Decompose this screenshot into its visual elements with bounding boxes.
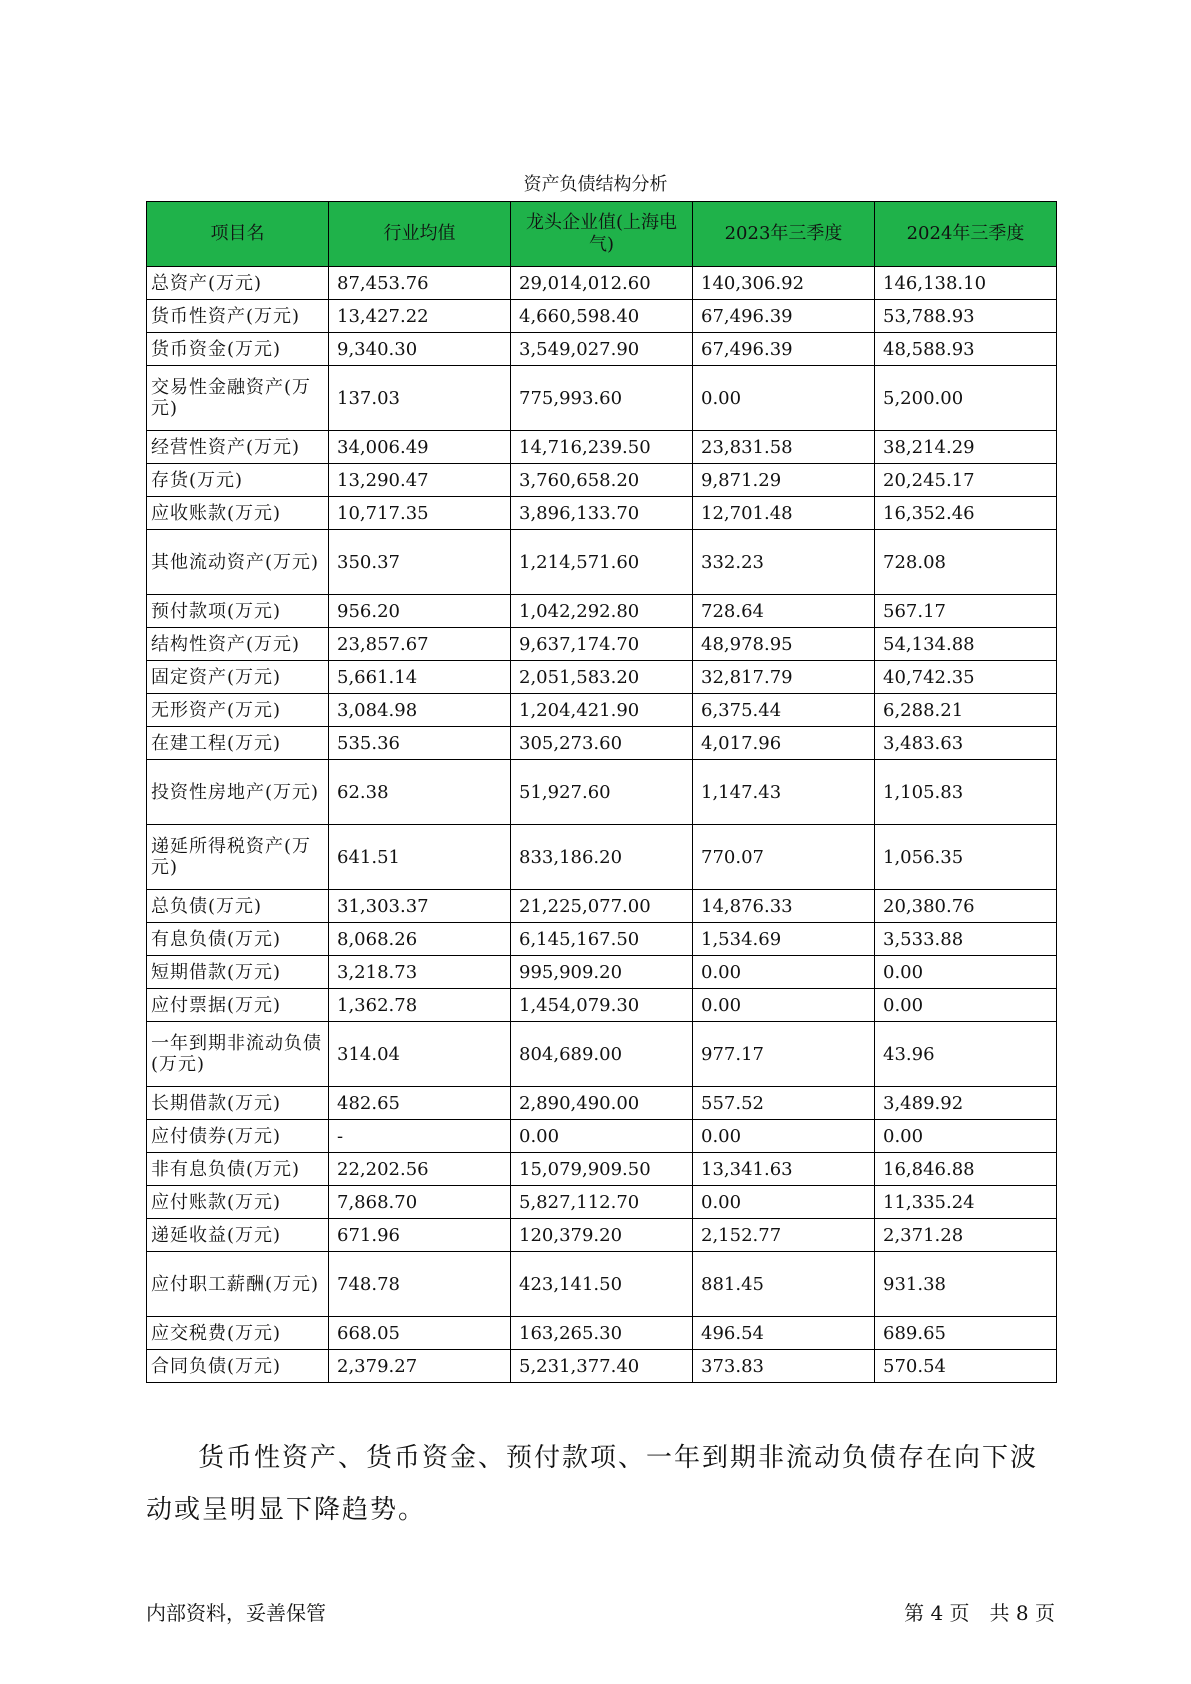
- row-value: 48,978.95: [693, 628, 875, 661]
- row-value: 641.51: [329, 825, 511, 890]
- column-header: 2023年三季度: [693, 202, 875, 267]
- row-value: 804,689.00: [511, 1022, 693, 1087]
- row-label: 其他流动资产(万元): [147, 530, 329, 595]
- row-label: 有息负债(万元): [147, 923, 329, 956]
- row-value: 931.38: [875, 1252, 1057, 1317]
- row-value: 34,006.49: [329, 431, 511, 464]
- footer-page-number: 第 4 页 共 8 页: [904, 1601, 1055, 1625]
- row-value: 332.23: [693, 530, 875, 595]
- column-header: 2024年三季度: [875, 202, 1057, 267]
- table-row: [147, 464, 1057, 497]
- row-value: 1,056.35: [875, 825, 1057, 890]
- row-value: 32,817.79: [693, 661, 875, 694]
- row-value: 22,202.56: [329, 1153, 511, 1186]
- row-value: 7,868.70: [329, 1186, 511, 1219]
- row-value: 3,549,027.90: [511, 333, 693, 366]
- row-value: 13,341.63: [693, 1153, 875, 1186]
- row-value: 373.83: [693, 1350, 875, 1383]
- row-value: 23,857.67: [329, 628, 511, 661]
- row-value: 1,147.43: [693, 760, 875, 825]
- table-row: [147, 267, 1057, 300]
- row-value: -: [329, 1120, 511, 1153]
- row-value: 67,496.39: [693, 333, 875, 366]
- row-label: 应付债券(万元): [147, 1120, 329, 1153]
- row-value: 2,890,490.00: [511, 1087, 693, 1120]
- row-label: 总资产(万元): [147, 267, 329, 300]
- row-value: 570.54: [875, 1350, 1057, 1383]
- row-value: 38,214.29: [875, 431, 1057, 464]
- table-row: [147, 530, 1057, 595]
- row-label: 固定资产(万元): [147, 661, 329, 694]
- row-label: 一年到期非流动负债(万元): [147, 1022, 329, 1087]
- row-value: 9,340.30: [329, 333, 511, 366]
- row-label: 在建工程(万元): [147, 727, 329, 760]
- row-value: 40,742.35: [875, 661, 1057, 694]
- row-value: 137.03: [329, 366, 511, 431]
- row-value: 728.08: [875, 530, 1057, 595]
- row-value: 3,896,133.70: [511, 497, 693, 530]
- balance-sheet-table: [146, 201, 1057, 1383]
- row-label: 投资性房地产(万元): [147, 760, 329, 825]
- row-value: 54,134.88: [875, 628, 1057, 661]
- row-value: 16,352.46: [875, 497, 1057, 530]
- row-value: 12,701.48: [693, 497, 875, 530]
- table-row: [147, 1252, 1057, 1317]
- row-value: 67,496.39: [693, 300, 875, 333]
- footer-confidential-note: 内部资料，妥善保管: [146, 1601, 326, 1625]
- row-value: 5,231,377.40: [511, 1350, 693, 1383]
- row-value: 14,716,239.50: [511, 431, 693, 464]
- row-value: 668.05: [329, 1317, 511, 1350]
- table-row: [147, 300, 1057, 333]
- row-value: 0.00: [875, 1120, 1057, 1153]
- row-value: 3,489.92: [875, 1087, 1057, 1120]
- row-value: 31,303.37: [329, 890, 511, 923]
- row-value: 87,453.76: [329, 267, 511, 300]
- table-row: [147, 956, 1057, 989]
- row-value: 535.36: [329, 727, 511, 760]
- row-value: 0.00: [693, 1186, 875, 1219]
- row-value: 689.65: [875, 1317, 1057, 1350]
- row-value: 29,014,012.60: [511, 267, 693, 300]
- table-row: [147, 497, 1057, 530]
- row-value: 8,068.26: [329, 923, 511, 956]
- row-label: 应付职工薪酬(万元): [147, 1252, 329, 1317]
- table-row: [147, 661, 1057, 694]
- table-row: [147, 1219, 1057, 1252]
- row-value: 13,290.47: [329, 464, 511, 497]
- row-value: 3,483.63: [875, 727, 1057, 760]
- table-row: [147, 1186, 1057, 1219]
- row-value: 423,141.50: [511, 1252, 693, 1317]
- table-row: [147, 923, 1057, 956]
- row-value: 833,186.20: [511, 825, 693, 890]
- row-value: 482.65: [329, 1087, 511, 1120]
- row-value: 2,051,583.20: [511, 661, 693, 694]
- row-value: 977.17: [693, 1022, 875, 1087]
- table-caption: 资产负债结构分析: [523, 174, 668, 195]
- row-value: 20,380.76: [875, 890, 1057, 923]
- row-value: 9,871.29: [693, 464, 875, 497]
- row-value: 748.78: [329, 1252, 511, 1317]
- row-value: 350.37: [329, 530, 511, 595]
- row-label: 经营性资产(万元): [147, 431, 329, 464]
- table-row: [147, 989, 1057, 1022]
- row-label: 递延收益(万元): [147, 1219, 329, 1252]
- row-label: 合同负债(万元): [147, 1350, 329, 1383]
- row-label: 递延所得税资产(万元): [147, 825, 329, 890]
- row-value: 0.00: [875, 956, 1057, 989]
- column-header: 龙头企业值(上海电气): [511, 202, 693, 267]
- row-value: 21,225,077.00: [511, 890, 693, 923]
- row-label: 结构性资产(万元): [147, 628, 329, 661]
- row-value: 9,637,174.70: [511, 628, 693, 661]
- row-value: 1,204,421.90: [511, 694, 693, 727]
- table-row: [147, 366, 1057, 431]
- row-value: 10,717.35: [329, 497, 511, 530]
- table-row: [147, 628, 1057, 661]
- table-header-row: [147, 202, 1057, 267]
- row-label: 货币性资产(万元): [147, 300, 329, 333]
- row-value: 4,660,598.40: [511, 300, 693, 333]
- row-label: 预付款项(万元): [147, 595, 329, 628]
- table-row: [147, 1087, 1057, 1120]
- row-value: 1,454,079.30: [511, 989, 693, 1022]
- row-value: 6,288.21: [875, 694, 1057, 727]
- row-value: 11,335.24: [875, 1186, 1057, 1219]
- row-value: 775,993.60: [511, 366, 693, 431]
- row-value: 3,084.98: [329, 694, 511, 727]
- row-label: 交易性金融资产(万元): [147, 366, 329, 431]
- row-value: 671.96: [329, 1219, 511, 1252]
- row-label: 总负债(万元): [147, 890, 329, 923]
- table-body: [147, 267, 1057, 1383]
- row-value: 48,588.93: [875, 333, 1057, 366]
- row-value: 1,042,292.80: [511, 595, 693, 628]
- row-label: 应交税费(万元): [147, 1317, 329, 1350]
- row-value: 3,533.88: [875, 923, 1057, 956]
- row-label: 长期借款(万元): [147, 1087, 329, 1120]
- row-value: 0.00: [693, 366, 875, 431]
- row-value: 881.45: [693, 1252, 875, 1317]
- row-value: 2,152.77: [693, 1219, 875, 1252]
- row-value: 23,831.58: [693, 431, 875, 464]
- analysis-paragraph: 货币性资产、货币资金、预付款项、一年到期非流动负债存在向下波动或呈明显下降趋势。: [146, 1443, 1039, 1525]
- row-value: 3,218.73: [329, 956, 511, 989]
- row-label: 无形资产(万元): [147, 694, 329, 727]
- row-value: 140,306.92: [693, 267, 875, 300]
- row-value: 53,788.93: [875, 300, 1057, 333]
- row-value: 567.17: [875, 595, 1057, 628]
- row-value: 120,379.20: [511, 1219, 693, 1252]
- row-value: 43.96: [875, 1022, 1057, 1087]
- row-label: 应付票据(万元): [147, 989, 329, 1022]
- table-row: [147, 694, 1057, 727]
- row-value: 62.38: [329, 760, 511, 825]
- row-value: 1,362.78: [329, 989, 511, 1022]
- row-value: 314.04: [329, 1022, 511, 1087]
- row-value: 770.07: [693, 825, 875, 890]
- row-value: 3,760,658.20: [511, 464, 693, 497]
- row-value: 305,273.60: [511, 727, 693, 760]
- row-value: 0.00: [511, 1120, 693, 1153]
- table-row: [147, 1120, 1057, 1153]
- row-value: 956.20: [329, 595, 511, 628]
- row-value: 1,534.69: [693, 923, 875, 956]
- table-row: [147, 595, 1057, 628]
- row-value: 2,379.27: [329, 1350, 511, 1383]
- row-value: 15,079,909.50: [511, 1153, 693, 1186]
- row-value: 557.52: [693, 1087, 875, 1120]
- table-row: [147, 1022, 1057, 1087]
- row-label: 短期借款(万元): [147, 956, 329, 989]
- row-value: 995,909.20: [511, 956, 693, 989]
- row-value: 16,846.88: [875, 1153, 1057, 1186]
- table-row: [147, 890, 1057, 923]
- row-value: 496.54: [693, 1317, 875, 1350]
- row-value: 728.64: [693, 595, 875, 628]
- row-value: 5,661.14: [329, 661, 511, 694]
- row-value: 2,371.28: [875, 1219, 1057, 1252]
- row-value: 20,245.17: [875, 464, 1057, 497]
- row-label: 非有息负债(万元): [147, 1153, 329, 1186]
- row-value: 13,427.22: [329, 300, 511, 333]
- table-row: [147, 333, 1057, 366]
- table-row: [147, 727, 1057, 760]
- row-value: 4,017.96: [693, 727, 875, 760]
- row-value: 6,375.44: [693, 694, 875, 727]
- row-value: 6,145,167.50: [511, 923, 693, 956]
- row-label: 应收账款(万元): [147, 497, 329, 530]
- row-value: 0.00: [693, 956, 875, 989]
- row-value: 0.00: [693, 1120, 875, 1153]
- row-value: 0.00: [875, 989, 1057, 1022]
- row-value: 146,138.10: [875, 267, 1057, 300]
- column-header: 行业均值: [329, 202, 511, 267]
- table-row: [147, 825, 1057, 890]
- column-header: 项目名: [147, 202, 329, 267]
- row-label: 存货(万元): [147, 464, 329, 497]
- row-value: 163,265.30: [511, 1317, 693, 1350]
- row-value: 1,105.83: [875, 760, 1057, 825]
- table-row: [147, 1317, 1057, 1350]
- row-value: 0.00: [693, 989, 875, 1022]
- table-row: [147, 1153, 1057, 1186]
- table-row: [147, 760, 1057, 825]
- row-label: 货币资金(万元): [147, 333, 329, 366]
- row-value: 1,214,571.60: [511, 530, 693, 595]
- table-row: [147, 431, 1057, 464]
- row-value: 14,876.33: [693, 890, 875, 923]
- row-value: 5,200.00: [875, 366, 1057, 431]
- table-row: [147, 1350, 1057, 1383]
- row-value: 51,927.60: [511, 760, 693, 825]
- row-label: 应付账款(万元): [147, 1186, 329, 1219]
- row-value: 5,827,112.70: [511, 1186, 693, 1219]
